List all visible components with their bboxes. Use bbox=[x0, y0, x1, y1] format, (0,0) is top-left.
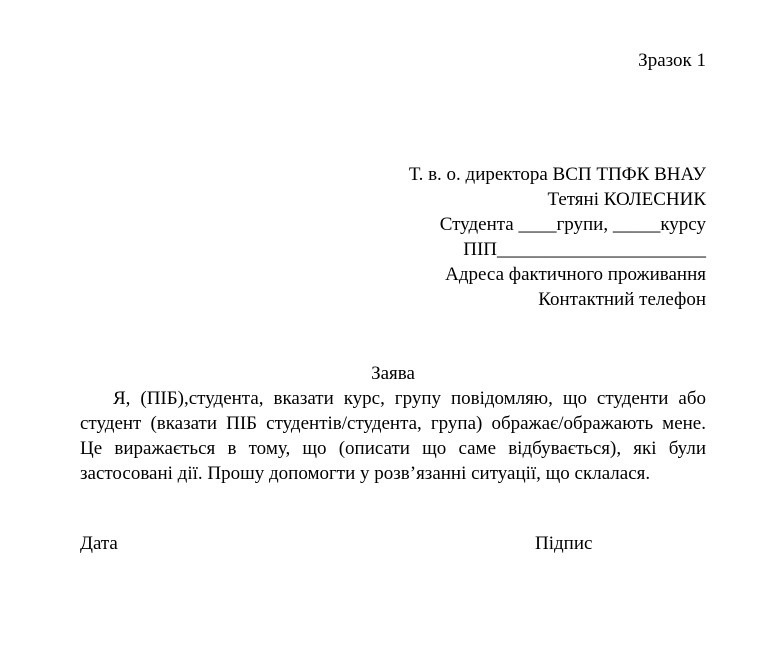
recipient-line-addressee: Т. в. о. директора ВСП ТПФК ВНАУ bbox=[408, 164, 706, 185]
signature-label: Підпис bbox=[535, 533, 593, 554]
footer-row bbox=[80, 531, 706, 556]
recipient-line-address: Адреса фактичного проживання bbox=[445, 264, 706, 285]
recipient-block bbox=[80, 162, 706, 312]
body-paragraph: Я, (ПІБ),студента, вказати курс, групу повідомляю, що студенти або студент (вказати ПІБ студентів/студента, група) ображає/ображають мене. Це виражається в тому, що (описати що саме відбувається), які були застосовані дії. Прошу допомогти у розв’язанні ситуації, що склалася. bbox=[80, 388, 706, 484]
sample-label: Зразок 1 bbox=[638, 50, 706, 71]
document-title: Заява bbox=[371, 363, 415, 384]
recipient-line-student-group-course: Студента ____групи, _____курсу bbox=[439, 214, 706, 235]
recipient-line-phone: Контактний телефон bbox=[538, 289, 706, 310]
recipient-line-addressee-name: Тетяні КОЛЕСНИК bbox=[547, 189, 706, 210]
date-label: Дата bbox=[80, 533, 118, 554]
recipient-line-student-name-blank: ПІП______________________ bbox=[463, 239, 706, 260]
